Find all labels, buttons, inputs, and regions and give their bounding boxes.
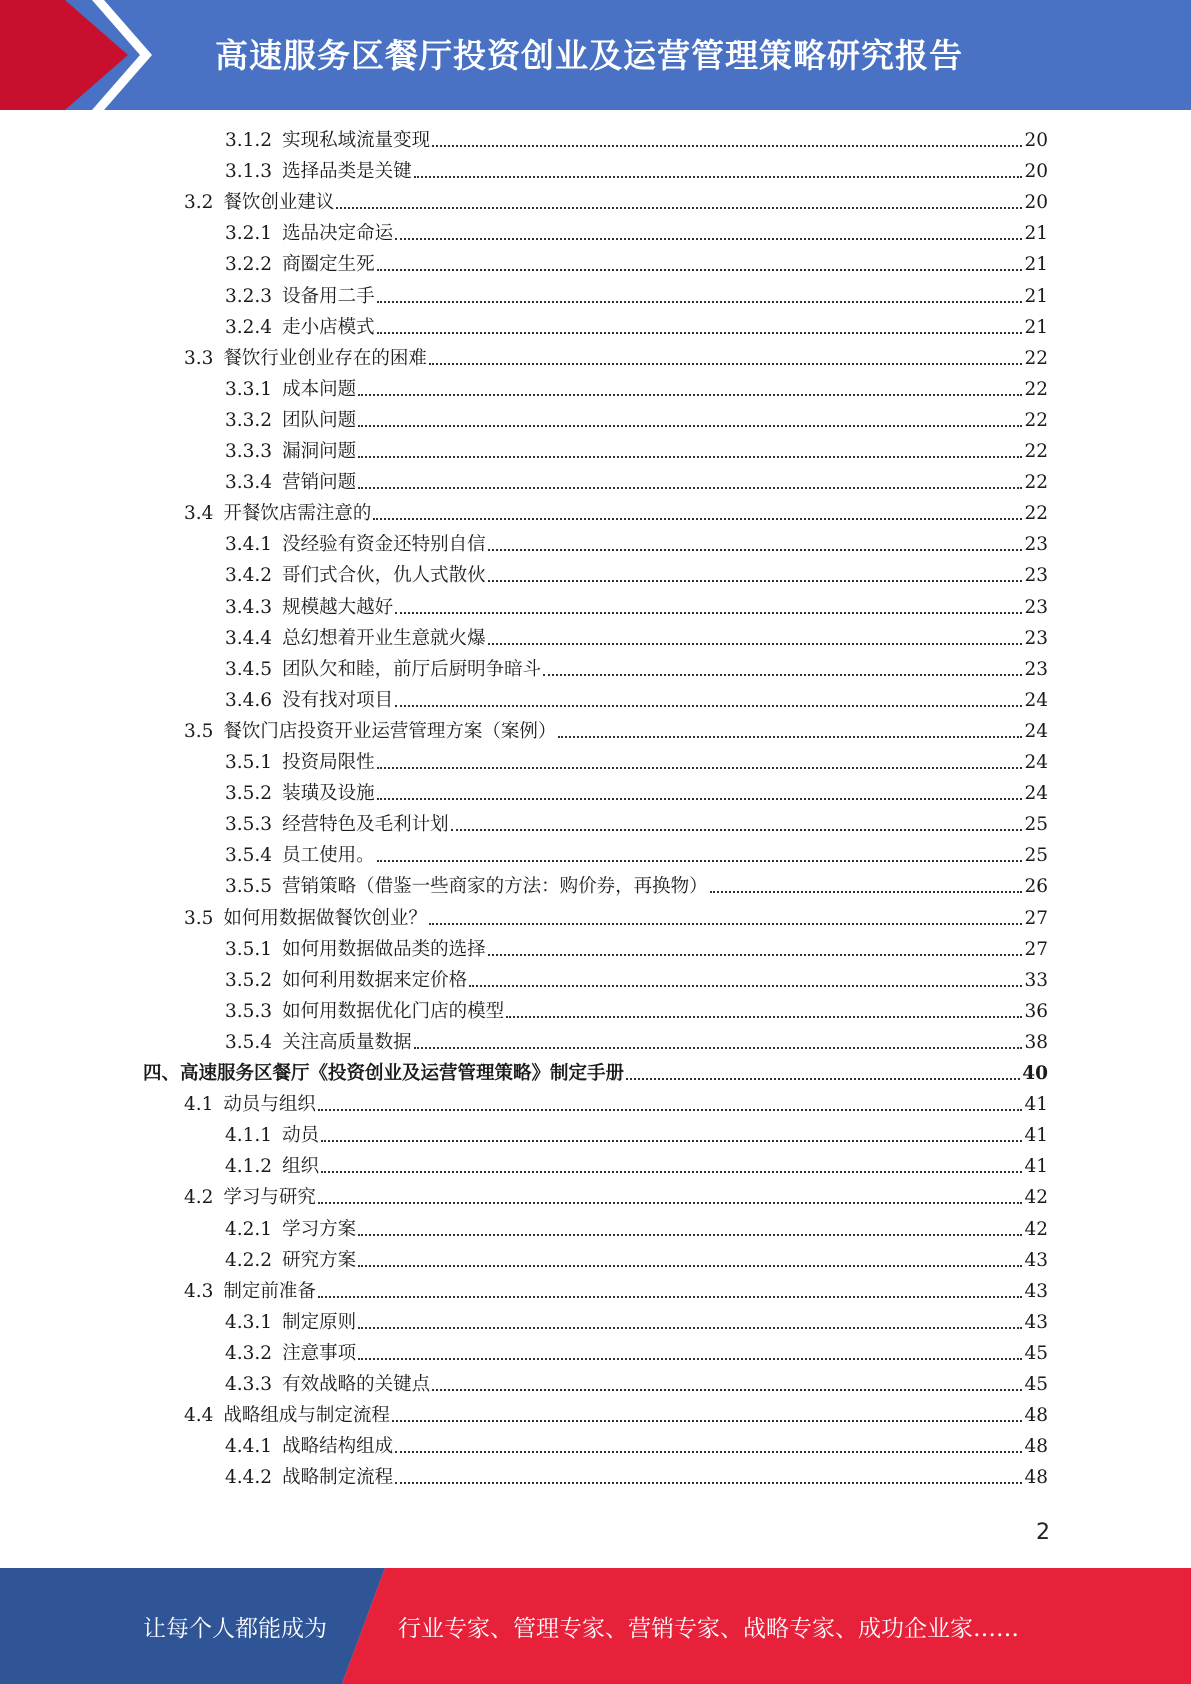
- toc-entry-title: 规模越大越好: [282, 596, 394, 618]
- toc-dot-leader: [395, 238, 1022, 240]
- toc-entry[interactable]: [225, 315, 1048, 341]
- toc-entry-title: 没经验有资金还特别自信: [282, 534, 486, 556]
- toc-entry-number: 3.5.4: [225, 845, 273, 867]
- toc-entry[interactable]: [184, 719, 1048, 745]
- toc-entry-number: 3.5.2: [225, 969, 273, 991]
- toc-entry-title: 动员: [282, 1125, 320, 1147]
- toc-dot-leader: [488, 549, 1023, 551]
- toc-entry-title: 学习方案: [282, 1218, 357, 1240]
- toc-entry[interactable]: [225, 470, 1048, 496]
- toc-entry-number: 3.3.4: [225, 472, 273, 494]
- toc-entry-number: 4.4: [184, 1405, 214, 1427]
- toc-entry[interactable]: [225, 1123, 1048, 1149]
- toc-entry-page-number: 41: [1024, 1125, 1048, 1147]
- toc-entry[interactable]: [225, 937, 1048, 963]
- toc-entry[interactable]: [225, 968, 1048, 994]
- toc-entry-number: 3.2: [184, 192, 214, 214]
- toc-entry-number: 3.5.2: [225, 783, 273, 805]
- toc-entry-page-number: 38: [1024, 1031, 1048, 1053]
- toc-entry-title: 团队问题: [282, 409, 357, 431]
- toc-entry[interactable]: [225, 408, 1048, 434]
- toc-entry-title: 制定前准备: [223, 1280, 316, 1302]
- toc-entry-title: 战略结构组成: [282, 1436, 394, 1458]
- toc-dot-leader: [558, 736, 1022, 738]
- toc-entry[interactable]: [225, 1341, 1048, 1367]
- toc-entry-page-number: 45: [1024, 1342, 1048, 1364]
- toc-dot-leader: [318, 1296, 1023, 1298]
- toc-entry-number: 3.4.2: [225, 565, 273, 587]
- toc-entry-title: 制定原则: [282, 1311, 357, 1333]
- toc-entry-number: 3.4.5: [225, 658, 273, 680]
- toc-entry-page-number: 20: [1024, 130, 1048, 151]
- report-title: 高速服务区餐厅投资创业及运营管理策略研究报告: [215, 36, 963, 75]
- toc-entry[interactable]: [225, 595, 1048, 621]
- toc-entry[interactable]: [225, 1030, 1048, 1056]
- toc-entry-page-number: 23: [1024, 627, 1048, 649]
- toc-entry-number: 3.2.3: [225, 285, 273, 307]
- toc-entry[interactable]: [225, 252, 1048, 278]
- toc-entry-title: 商圈定生死: [282, 254, 375, 276]
- toc-entry-page-number: 40: [1022, 1063, 1048, 1084]
- toc-entry-number: 3.3.1: [225, 378, 273, 400]
- toc-entry[interactable]: [225, 221, 1048, 247]
- toc-entry-number: 3.2.1: [225, 223, 273, 245]
- toc-entry-page-number: 42: [1024, 1187, 1048, 1209]
- page-header: [0, 0, 1191, 110]
- toc-entry-number: 3.4.6: [225, 689, 273, 711]
- toc-entry[interactable]: [184, 1185, 1048, 1211]
- toc-dot-leader: [377, 269, 1023, 271]
- toc-entry-page-number: 23: [1024, 658, 1048, 680]
- toc-entry-number: 3.3.3: [225, 441, 273, 462]
- toc-entry-page-number: 22: [1024, 503, 1048, 525]
- toc-dot-leader: [358, 1265, 1022, 1267]
- toc-entry[interactable]: [225, 128, 1048, 154]
- toc-entry-number: 3.5.1: [225, 938, 273, 960]
- toc-entry-page-number: 27: [1024, 907, 1048, 929]
- toc-dot-leader: [395, 1482, 1022, 1484]
- toc-dot-leader: [377, 332, 1023, 334]
- toc-dot-leader: [377, 767, 1023, 769]
- toc-dot-leader: [358, 1234, 1022, 1236]
- toc-entry[interactable]: [225, 284, 1048, 310]
- toc-entry-page-number: 21: [1024, 285, 1048, 307]
- toc-entry-title: 高速服务区餐厅《投资创业及运营管理策略》制定手册: [180, 1063, 625, 1084]
- toc-entry-page-number: 24: [1024, 720, 1048, 742]
- toc-entry-page-number: 41: [1024, 1156, 1048, 1178]
- toc-entry-page-number: 43: [1024, 1280, 1048, 1302]
- toc-dot-leader: [321, 1171, 1022, 1173]
- toc-entry-title: 餐饮门店投资开业运营管理方案（案例）: [223, 720, 557, 742]
- toc-entry-number: 4.2.1: [225, 1218, 273, 1240]
- toc-entry-title: 如何用数据优化门店的模型: [282, 1000, 505, 1022]
- toc-entry-title: 投资局限性: [282, 752, 375, 773]
- toc-entry[interactable]: [225, 812, 1048, 838]
- toc-entry-title: 战略制定流程: [282, 1467, 394, 1489]
- toc-entry-number: 3.4.1: [225, 534, 273, 556]
- toc-entry[interactable]: [184, 1403, 1048, 1429]
- toc-entry-page-number: 20: [1024, 192, 1048, 214]
- toc-entry[interactable]: [225, 1434, 1048, 1460]
- toc-dot-leader: [321, 1140, 1022, 1142]
- toc-entry-number: 3.3.2: [225, 409, 273, 431]
- toc-dot-leader: [395, 705, 1022, 707]
- toc-entry-page-number: 36: [1024, 1000, 1048, 1022]
- toc-dot-leader: [358, 1327, 1022, 1329]
- toc-entry-number: 3.5.4: [225, 1031, 273, 1053]
- toc-entry[interactable]: [225, 626, 1048, 652]
- toc-entry-title: 营销策略（借鉴一些商家的方法：购价券，再换物）: [282, 876, 708, 898]
- toc-entry-title: 成本问题: [282, 378, 357, 400]
- toc-entry-number: 3.4: [184, 503, 214, 525]
- toc-dot-leader: [358, 425, 1022, 427]
- toc-entry-number: 4.1: [184, 1094, 214, 1116]
- toc-entry-title: 经营特色及毛利计划: [282, 814, 449, 836]
- toc-entry-page-number: 25: [1024, 845, 1048, 867]
- toc-dot-leader: [377, 860, 1023, 862]
- toc-entry[interactable]: [225, 781, 1048, 807]
- toc-entry[interactable]: [225, 750, 1048, 776]
- toc-entry[interactable]: [225, 1154, 1048, 1180]
- toc-entry-page-number: 22: [1024, 378, 1048, 400]
- toc-entry[interactable]: [143, 1061, 1048, 1087]
- toc-entry[interactable]: [225, 1465, 1048, 1491]
- toc-entry-number: 4.4.1: [225, 1436, 273, 1458]
- toc-entry-page-number: 21: [1024, 223, 1048, 245]
- toc-entry[interactable]: [225, 999, 1048, 1025]
- toc-entry-page-number: 22: [1024, 347, 1048, 369]
- toc-dot-leader: [395, 1451, 1022, 1453]
- toc-entry-page-number: 20: [1024, 161, 1048, 183]
- toc-entry-title: 员工使用。: [282, 845, 375, 867]
- toc-entry-page-number: 42: [1024, 1218, 1048, 1240]
- toc-entry-title: 开餐饮店需注意的: [223, 503, 372, 525]
- toc-entry-number: 3.5.3: [225, 814, 273, 836]
- page-number: 2: [1036, 1520, 1050, 1545]
- footer-slogan-right: 行业专家、管理专家、营销专家、战略专家、成功企业家……: [398, 1616, 1019, 1642]
- toc-dot-leader: [432, 1389, 1022, 1391]
- toc-entry-number: 4.1.2: [225, 1156, 273, 1178]
- toc-entry-page-number: 23: [1024, 596, 1048, 618]
- toc-entry-number: 4.3.2: [225, 1342, 273, 1364]
- toc-entry-page-number: 48: [1024, 1405, 1048, 1427]
- toc-entry-number: 3.1.3: [225, 161, 273, 183]
- toc-dot-leader: [373, 518, 1022, 520]
- toc-entry-number: 4.1.1: [225, 1125, 273, 1147]
- toc-entry-title: 营销问题: [282, 472, 357, 494]
- toc-entry[interactable]: [225, 688, 1048, 714]
- toc-dot-leader: [336, 207, 1022, 209]
- toc-entry[interactable]: [225, 657, 1048, 683]
- toc-dot-leader: [392, 1420, 1023, 1422]
- toc-entry-page-number: 22: [1024, 441, 1048, 462]
- toc-dot-leader: [506, 1016, 1022, 1018]
- toc-entry[interactable]: [225, 377, 1048, 403]
- header-arrow-decoration: [0, 0, 180, 110]
- toc-entry-number: 3.4.4: [225, 627, 273, 649]
- toc-entry-title: 组织: [282, 1156, 320, 1178]
- toc-entry-number: 3.5.5: [225, 876, 273, 898]
- toc-entry-page-number: 22: [1024, 409, 1048, 431]
- toc-dot-leader: [358, 456, 1022, 458]
- toc-entry-number: 4.3.1: [225, 1311, 273, 1333]
- toc-entry-number: 3.2.2: [225, 254, 273, 276]
- toc-dot-leader: [488, 954, 1023, 956]
- toc-entry-title: 如何利用数据来定价格: [282, 969, 468, 991]
- toc-entry[interactable]: [184, 346, 1048, 372]
- toc-entry[interactable]: [225, 1310, 1048, 1336]
- toc-entry-number: 3.2.4: [225, 316, 273, 338]
- toc-dot-leader: [377, 301, 1023, 303]
- toc-entry-title: 动员与组织: [223, 1094, 316, 1116]
- toc-dot-leader: [318, 1202, 1023, 1204]
- toc-dot-leader: [469, 985, 1022, 987]
- toc-dot-leader: [318, 1109, 1023, 1111]
- toc-entry-title: 选择品类是关键: [282, 161, 412, 183]
- footer-slogan-left: 让每个人都能成为: [143, 1616, 327, 1642]
- toc-entry-page-number: 22: [1024, 472, 1048, 494]
- toc-entry-title: 研究方案: [282, 1249, 357, 1271]
- toc-entry-number: 四、: [143, 1063, 181, 1084]
- toc-entry[interactable]: [184, 190, 1048, 216]
- toc-entry-title: 实现私域流量变现: [282, 130, 431, 151]
- toc-entry[interactable]: [225, 563, 1048, 589]
- toc-entry-page-number: 48: [1024, 1436, 1048, 1458]
- toc-entry[interactable]: [184, 1279, 1048, 1305]
- toc-entry-page-number: 21: [1024, 254, 1048, 276]
- toc-dot-leader: [626, 1078, 1020, 1080]
- toc-entry-page-number: 48: [1024, 1467, 1048, 1489]
- toc-entry-title: 战略组成与制定流程: [223, 1405, 390, 1427]
- toc-entry-page-number: 33: [1024, 969, 1048, 991]
- toc-entry-title: 如何用数据做餐饮创业？: [223, 907, 427, 929]
- toc-entry[interactable]: [225, 159, 1048, 185]
- toc-dot-leader: [488, 643, 1023, 645]
- toc-entry-number: 4.2: [184, 1187, 214, 1209]
- toc-entry-number: 4.4.2: [225, 1467, 273, 1489]
- toc-entry[interactable]: [184, 501, 1048, 527]
- toc-dot-leader: [429, 363, 1023, 365]
- toc-entry[interactable]: [184, 906, 1048, 932]
- toc-entry-title: 选品决定命运: [282, 223, 394, 245]
- toc-entry-title: 餐饮创业建议: [223, 192, 335, 214]
- toc-entry-page-number: 43: [1024, 1311, 1048, 1333]
- toc-dot-leader: [451, 829, 1023, 831]
- toc-entry-page-number: 45: [1024, 1374, 1048, 1395]
- toc-entry-number: 3.3: [184, 347, 214, 369]
- toc-entry-number: 3.5: [184, 720, 214, 742]
- toc-entry-title: 装璜及设施: [282, 783, 375, 805]
- toc-entry[interactable]: [225, 843, 1048, 869]
- toc-entry-title: 走小店模式: [282, 316, 375, 338]
- toc-dot-leader: [432, 145, 1022, 147]
- toc-entry-title: 漏洞问题: [282, 441, 357, 462]
- toc-entry[interactable]: [184, 1092, 1048, 1118]
- toc-dot-leader: [358, 487, 1022, 489]
- toc-entry-page-number: 43: [1024, 1249, 1048, 1271]
- toc-entry-title: 如何用数据做品类的选择: [282, 938, 486, 960]
- toc-entry-number: 4.3: [184, 1280, 214, 1302]
- toc-entry[interactable]: [225, 874, 1048, 900]
- toc-entry-title: 设备用二手: [282, 285, 375, 307]
- toc-entry-page-number: 26: [1024, 876, 1048, 898]
- toc-entry-title: 没有找对项目: [282, 689, 394, 711]
- toc-dot-leader: [414, 176, 1023, 178]
- toc-entry-page-number: 27: [1024, 938, 1048, 960]
- toc-dot-leader: [358, 1358, 1022, 1360]
- toc-entry-title: 哥们式合伙，仇人式散伙: [282, 565, 486, 587]
- toc-entry-number: 3.1.2: [225, 130, 273, 151]
- toc-entry[interactable]: [225, 1217, 1048, 1243]
- toc-entry-number: 3.5: [184, 907, 214, 929]
- toc-dot-leader: [429, 923, 1023, 925]
- toc-dot-leader: [395, 612, 1022, 614]
- toc-entry-title: 团队欠和睦，前厅后厨明争暗斗: [282, 658, 542, 680]
- toc-dot-leader: [488, 580, 1023, 582]
- toc-entry-page-number: 23: [1024, 534, 1048, 556]
- page-footer: [0, 1568, 1191, 1684]
- toc-entry-number: 4.3.3: [225, 1374, 273, 1395]
- toc-dot-leader: [710, 891, 1023, 893]
- toc-dot-leader: [358, 394, 1022, 396]
- toc-entry[interactable]: [225, 532, 1048, 558]
- toc-dot-leader: [377, 798, 1023, 800]
- toc-entry-title: 注意事项: [282, 1342, 357, 1364]
- toc-entry-page-number: 25: [1024, 814, 1048, 836]
- toc-entry-page-number: 24: [1024, 783, 1048, 805]
- toc-dot-leader: [414, 1047, 1023, 1049]
- toc-entry[interactable]: [225, 1372, 1048, 1398]
- toc-entry-page-number: 24: [1024, 689, 1048, 711]
- toc-entry-title: 餐饮行业创业存在的困难: [223, 347, 427, 369]
- toc-entry-title: 学习与研究: [223, 1187, 316, 1209]
- toc-entry[interactable]: [225, 1248, 1048, 1274]
- toc-dot-leader: [543, 674, 1022, 676]
- toc-entry-number: 4.2.2: [225, 1249, 273, 1271]
- toc-entry-page-number: 23: [1024, 565, 1048, 587]
- toc-entry-title: 关注高质量数据: [282, 1031, 412, 1053]
- toc-entry-page-number: 41: [1024, 1094, 1048, 1116]
- toc-entry-title: 总幻想着开业生意就火爆: [282, 627, 486, 649]
- toc-entry-title: 有效战略的关键点: [282, 1374, 431, 1395]
- toc-entry-number: 3.5.1: [225, 752, 273, 773]
- toc-entry[interactable]: [225, 439, 1048, 465]
- toc-entry-page-number: 21: [1024, 316, 1048, 338]
- toc-entry-number: 3.5.3: [225, 1000, 273, 1022]
- toc-entry-page-number: 24: [1024, 752, 1048, 773]
- toc-entry-number: 3.4.3: [225, 596, 273, 618]
